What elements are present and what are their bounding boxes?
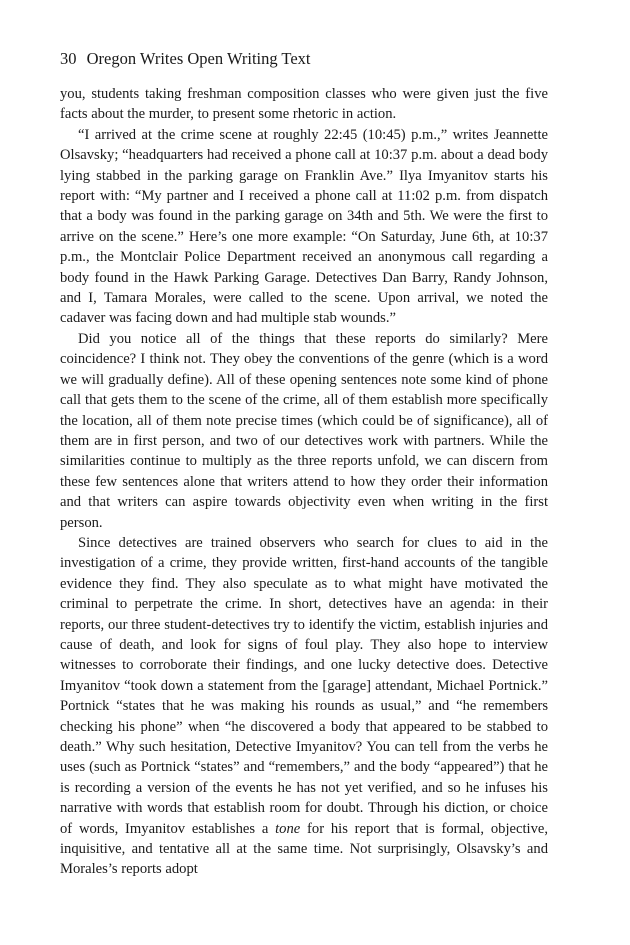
paragraph-genre-conventions: Did you notice all of the things that these reports do similarly? Mere coincidence? I think not. They obey the conventions of the genre (which is a word we will gradually define). All of these opening sentences note some kind of phone call that gets them to the scene of the crime, all of them establish more specifically the location, all of them note precise times (which could be of significance), all of them are in first person, and two of our detectives work with partners. While the similarities continue to multiply as the three reports unfold, we can discern from these few sentences alone that writers attend to how they order their information and that writers can aspire towards objectivity even when writing in the first person. [60, 330, 548, 531]
emphasized-term: tone [275, 820, 301, 837]
page-number: 30 [60, 49, 77, 68]
paragraph-report-openings: “I arrived at the crime scene at roughly 22:45 (10:45) p.m.,” writes Jeannette Olsavsky; “headquarters had received a phone call at 10:37 p.m. about a dead body lying stabbed in the parking garage on Franklin Ave.” Ilya Imyanitov starts his report with: “My partner and I received a phone call at 11:02 p.m. from dispatch that a body was found in the parking garage on 34th and 5th. We were the first to arrive on the scene.” Here’s one more example: “On Saturday, June 6th, at 10:37 p.m., the Montclair Police Department received an anonymous call regarding a body found in the Hawk Parking Garage. Detectives Dan Barry, Randy Johnson, and I, Tamara Morales, were called to the scene. Upon arrival, we noted the cadaver was facing down and had multiple stab wounds.” [60, 126, 548, 327]
body-text [60, 84, 548, 880]
running-header [60, 49, 311, 69]
paragraph-continued: you, students taking freshman composition classes who were given just the five facts about the murder, to present some rhetoric in action. [60, 86, 548, 123]
running-title: Oregon Writes Open Writing Text [86, 49, 311, 68]
paragraph-detective-agenda [60, 533, 548, 880]
paragraph-text-part: Since detectives are trained observers who search for clues to aid in the investigation of a crime, they provide written, first-hand accounts of the tangible evidence they find. They also speculate as to what might have motivated the criminal to perpetrate the crime. In short, detectives have an agenda: in their reports, our three student-detectives try to identify the victim, establish injuries and cause of death, and look for signs of foul play. They also hope to interview witnesses to corroborate their findings, and one lucky detective does. Detective Imyanitov “took down a statement from the [garage] attendant, Michael Portnick.” Portnick “states that he was making his rounds as usual,” and “he remembers checking his phone” when “he discovered a body that appeared to be stabbed to death.” Why such hesitation, Detective Imyanitov? You can tell from the verbs he uses (such as Portnick “states” and “remembers,” and the body “appeared”) that he is recording a version of the events he has not yet verified, and so he infuses his narrative with words that establish room for doubt. Through his diction, or choice of words, Imyanitov establishes a [60, 534, 548, 837]
paragraph-text-part: for his report that is formal, objective, inquisitive, and tentative all at the same time. Not surprisingly, Olsavsky’s and Morales’s reports adopt [60, 820, 548, 878]
